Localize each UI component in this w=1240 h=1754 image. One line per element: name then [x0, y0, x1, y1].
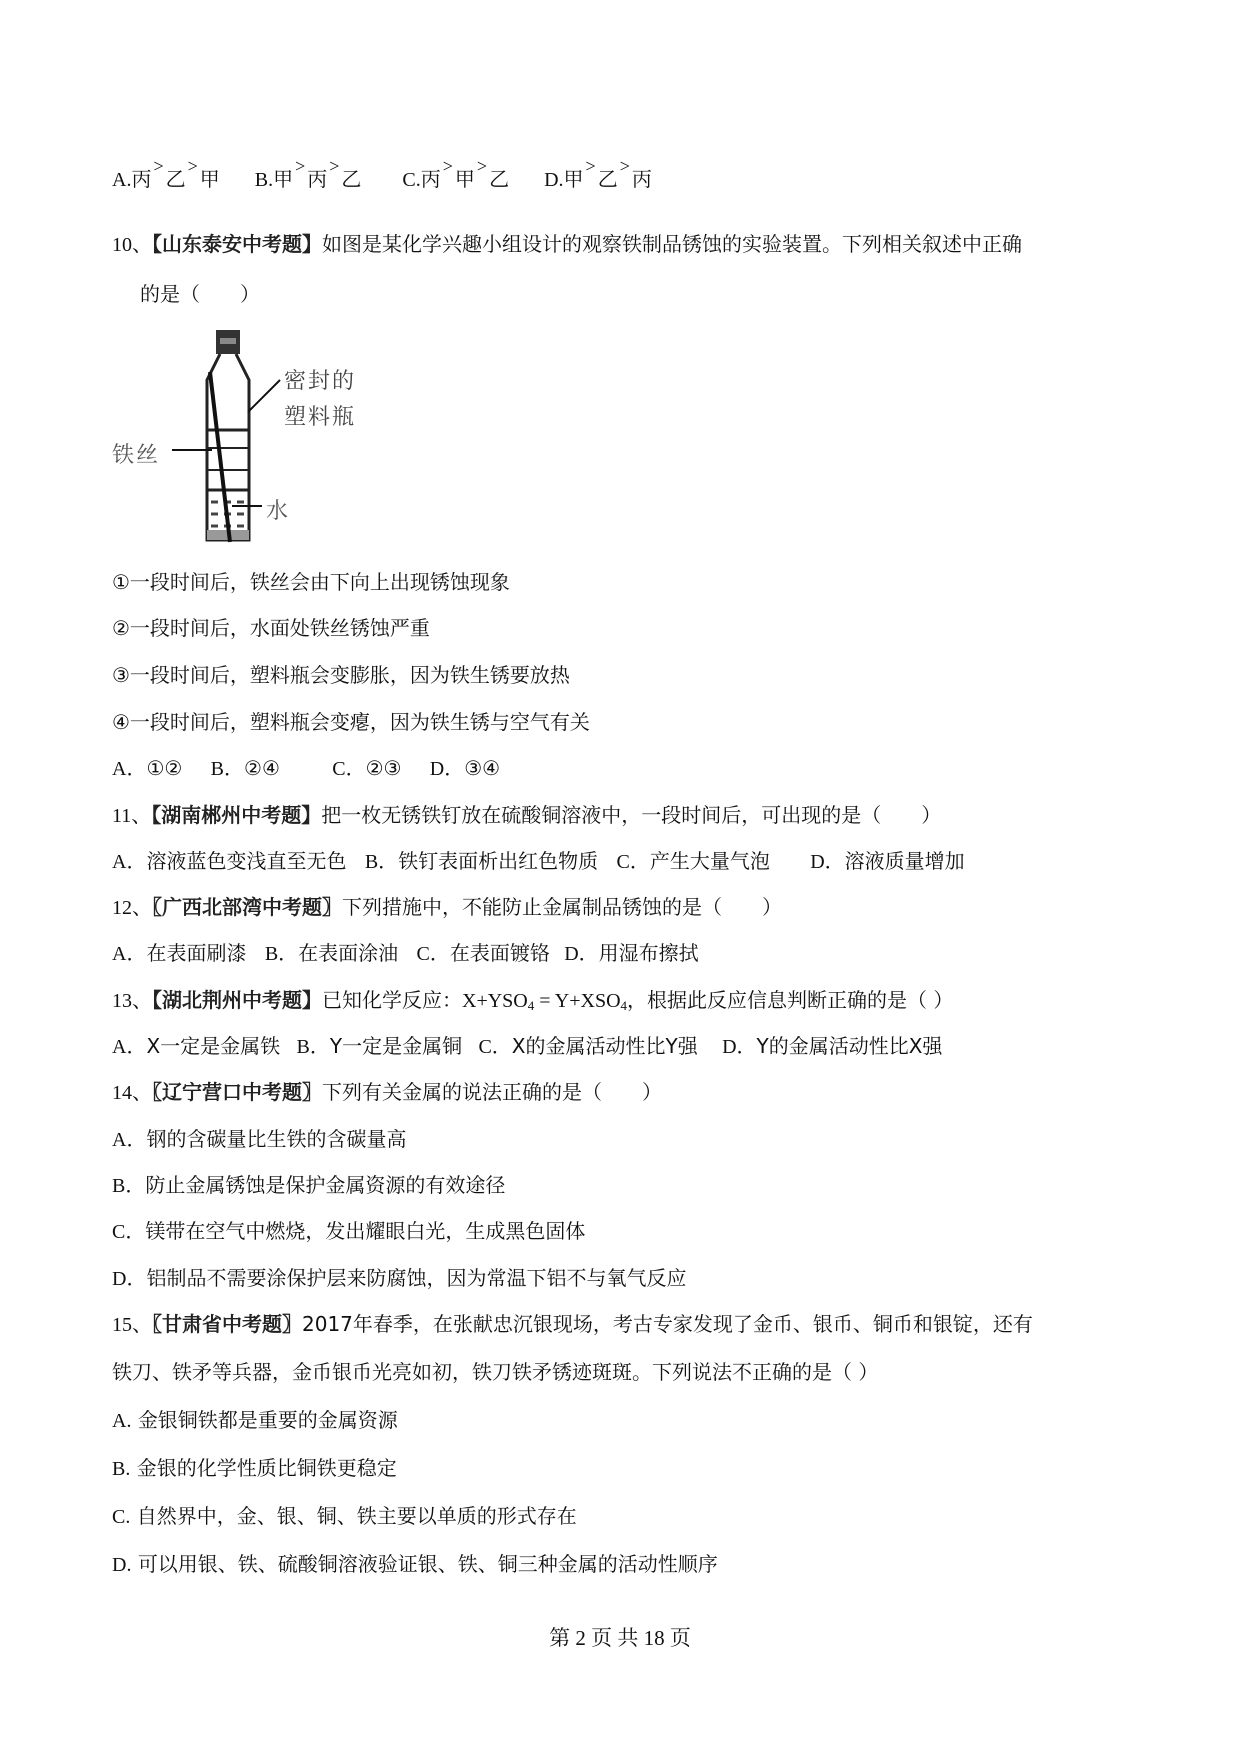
option-label: B．: [210, 758, 245, 780]
q11-options-row: [112, 849, 965, 874]
option-label: C．: [416, 943, 450, 965]
option-text: 金银的化学性质比铜铁更稳定: [136, 1456, 397, 1480]
q14-stem: [112, 1080, 662, 1105]
q11-option-c: [617, 849, 770, 874]
question-source: 【湖南郴州中考题】: [151, 803, 322, 827]
option-item: 甲: [273, 169, 294, 191]
question-number: 12、: [112, 897, 152, 919]
option-label: C．: [478, 1036, 512, 1058]
option-label: C.: [402, 169, 421, 191]
q13-options-row: [112, 1034, 942, 1059]
option-item: 乙: [165, 169, 186, 191]
q10-statement-3: ③一段时间后，塑料瓶会变膨胀，因为铁生锈要放热: [112, 663, 570, 687]
option-text: 铝制品不需要涂保护层来防腐蚀，因为常温下铝不与氧气反应: [146, 1266, 687, 1290]
q13-stem: [112, 988, 953, 1018]
q14-option-a: [112, 1127, 406, 1152]
q15-option-a: [112, 1408, 398, 1433]
option-label: C．: [332, 758, 366, 780]
q11-option-b: [365, 849, 598, 874]
question-source: 〖甘肃省中考题〗: [152, 1312, 302, 1336]
figure-label-iron-wire: 铁丝: [112, 443, 161, 468]
option-item: 乙: [597, 169, 618, 191]
question-number: 11、: [112, 805, 152, 827]
q10-option-a: [112, 756, 182, 781]
option-item: 甲: [199, 169, 220, 191]
option-text: 可以用银、铁、硫酸铜溶液验证银、铁、铜三种金属的活动性顺序: [137, 1552, 718, 1576]
option-label: B．: [112, 1175, 146, 1197]
q10-statement-2: ②一段时间后，水面处铁丝锈蚀严重: [112, 616, 430, 640]
q12-option-b: [265, 941, 398, 966]
option-text: X的金属活动性比Y强: [511, 1034, 698, 1058]
option-item: 乙: [341, 169, 362, 191]
equals-sign: =: [534, 990, 555, 1012]
q10-option-b: [211, 756, 280, 781]
q11-option-d: [810, 849, 964, 874]
option-label: A．: [112, 758, 147, 780]
option-text: 自然界中，金、银、铜、铁主要以单质的形式存在: [136, 1504, 577, 1528]
option-label: D．: [810, 851, 845, 873]
question-stem: 下列有关金属的说法正确的是（ ）: [322, 1080, 662, 1104]
greater-than-sign: >: [476, 156, 488, 176]
option-label: C．: [112, 1221, 146, 1243]
option-text: ③④: [464, 756, 501, 780]
q15-stem-line1: [112, 1312, 1033, 1337]
option-label: D.: [544, 169, 564, 191]
option-text: Y一定是金属铜: [329, 1034, 463, 1058]
q9-option-c: [402, 156, 510, 192]
option-item: 甲: [454, 169, 475, 191]
option-label: D．: [722, 1036, 757, 1058]
q13-option-c: [478, 1034, 697, 1059]
q12-stem: [112, 895, 782, 920]
question-stem: 已知化学反应：: [322, 988, 462, 1012]
q11-stem: [112, 803, 941, 828]
q10-option-d: [430, 756, 500, 781]
option-label: C.: [112, 1506, 131, 1528]
option-text: 产生大量气泡: [649, 849, 770, 873]
q10-options-row: [112, 756, 500, 781]
q15-option-d: [112, 1552, 718, 1577]
subscript: 4: [527, 998, 535, 1013]
figure-label-sealed: 密封的: [284, 369, 357, 394]
q12-option-d: [564, 941, 698, 966]
q12-option-c: [417, 941, 550, 966]
q15-option-c: [112, 1504, 577, 1529]
q9-option-d: [544, 156, 652, 192]
q9-option-b: [254, 156, 362, 192]
question-number: 13、: [112, 990, 152, 1012]
option-label: D.: [112, 1554, 132, 1576]
subscript: 4: [620, 998, 628, 1013]
question-number: 15、: [112, 1314, 152, 1336]
option-text: 镁带在空气中燃烧，发出耀眼白光，生成黑色固体: [145, 1219, 586, 1243]
option-item: 丙: [131, 169, 152, 191]
option-item: 丙: [420, 169, 441, 191]
q10-option-c: [332, 756, 401, 781]
q9-options-row: [112, 156, 652, 192]
figure-label-water: 水: [266, 499, 289, 524]
q14-option-d: [112, 1266, 686, 1291]
q13-option-a: [112, 1034, 280, 1059]
q13-option-d: [722, 1034, 942, 1059]
option-label: D．: [429, 758, 465, 780]
greater-than-sign: >: [442, 156, 453, 176]
question-stem: 把一枚无锈铁钉放在硫酸铜溶液中，一段时间后，可出现的是（ ）: [321, 803, 942, 827]
greater-than-sign: >: [187, 156, 198, 176]
rust-experiment-figure: [112, 330, 372, 545]
q15-stem-line2: 铁刀、铁矛等兵器，金币银币光亮如初，铁刀铁矛锈迹斑斑。下列说法不正确的是（ ）: [112, 1360, 879, 1384]
question-stem: 的是（ ）: [140, 282, 260, 306]
option-text: ②④: [244, 756, 280, 780]
question-source: 【湖北荆州中考题】: [152, 988, 322, 1012]
question-source: 〖广西北部湾中考题〗: [152, 895, 342, 919]
option-item: 甲: [563, 169, 584, 191]
q10-stem-line2: [140, 282, 260, 306]
question-number: 14、: [112, 1082, 152, 1104]
figure-label-plastic-bottle: 塑料瓶: [284, 405, 357, 430]
option-label: A．: [112, 851, 147, 873]
question-source: 〖辽宁营口中考题〗: [152, 1080, 322, 1104]
option-text: 溶液质量增加: [844, 849, 965, 873]
equation-lhs: X+YSO: [462, 990, 528, 1012]
option-label: B．: [364, 851, 399, 873]
question-stem: 2017年春季，在张献忠沉银现场，考古专家发现了金币、银币、铜币和银锭，还有: [302, 1312, 1033, 1336]
option-label: B．: [264, 943, 299, 965]
option-text: 防止金属锈蚀是保护金属资源的有效途径: [145, 1173, 506, 1197]
option-label: C．: [616, 851, 650, 873]
page-footer: 第 2 页 共 18 页: [549, 1626, 691, 1650]
option-text: Y的金属活动性比X强: [756, 1034, 943, 1058]
option-text: 钢的含碳量比生铁的含碳量高: [146, 1127, 407, 1151]
q12-option-a: [112, 941, 246, 966]
q10-stem-line1: [112, 232, 1022, 257]
option-item: 乙: [489, 169, 510, 191]
greater-than-sign: >: [153, 156, 164, 176]
greater-than-sign: >: [329, 156, 340, 176]
q10-statement-4: ④一段时间后，塑料瓶会变瘪，因为铁生锈与空气有关: [112, 710, 590, 734]
chemical-equation: [462, 990, 627, 1012]
option-text: ①②: [146, 756, 183, 780]
option-text: 溶液蓝色变浅直至无色: [146, 849, 347, 873]
q10-statement-1: ①一段时间后，铁丝会由下向上出现锈蚀现象: [112, 570, 510, 594]
q12-options-row: [112, 941, 699, 966]
greater-than-sign: >: [619, 156, 630, 176]
question-source: 【山东泰安中考题】: [152, 232, 322, 256]
option-label: B．: [296, 1036, 330, 1058]
option-text: ②③: [365, 756, 402, 780]
option-text: 金银铜铁都是重要的金属资源: [137, 1408, 398, 1432]
q14-option-c: [112, 1219, 585, 1244]
option-text: 在表面刷漆: [146, 941, 247, 965]
option-label: D．: [112, 1268, 147, 1290]
option-label: A．: [112, 1036, 147, 1058]
option-label: D．: [564, 943, 599, 965]
option-text: X一定是金属铁: [146, 1034, 281, 1058]
greater-than-sign: >: [585, 156, 596, 176]
q14-option-b: [112, 1173, 505, 1198]
option-label: A．: [112, 1129, 147, 1151]
q11-option-a: [112, 849, 346, 874]
question-stem: ，根据此反应信息判断正确的是（ ）: [627, 988, 954, 1012]
option-label: A.: [112, 169, 132, 191]
option-text: 在表面涂油: [298, 941, 399, 965]
q13-option-b: [297, 1034, 463, 1059]
option-label: A.: [112, 1410, 132, 1432]
option-label: A．: [112, 943, 147, 965]
question-stem: 如图是某化学兴趣小组设计的观察铁制品锈蚀的实验装置。下列相关叙述中正确: [322, 232, 1022, 256]
q15-option-b: [112, 1456, 397, 1481]
option-item: 丙: [631, 169, 652, 191]
question-stem: 下列措施中，不能防止金属制品锈蚀的是（ ）: [342, 895, 782, 919]
option-label: B.: [112, 1458, 131, 1480]
option-text: 铁钉表面析出红色物质: [398, 849, 599, 873]
option-text: 用湿布擦拭: [598, 941, 699, 965]
q9-option-a: [112, 156, 220, 192]
greater-than-sign: >: [295, 156, 306, 176]
question-number: 10、: [112, 234, 152, 256]
equation-rhs: Y+XSO: [554, 990, 621, 1012]
option-text: 在表面镀铬: [449, 941, 550, 965]
option-item: 丙: [307, 169, 328, 191]
option-label: B.: [254, 169, 274, 191]
